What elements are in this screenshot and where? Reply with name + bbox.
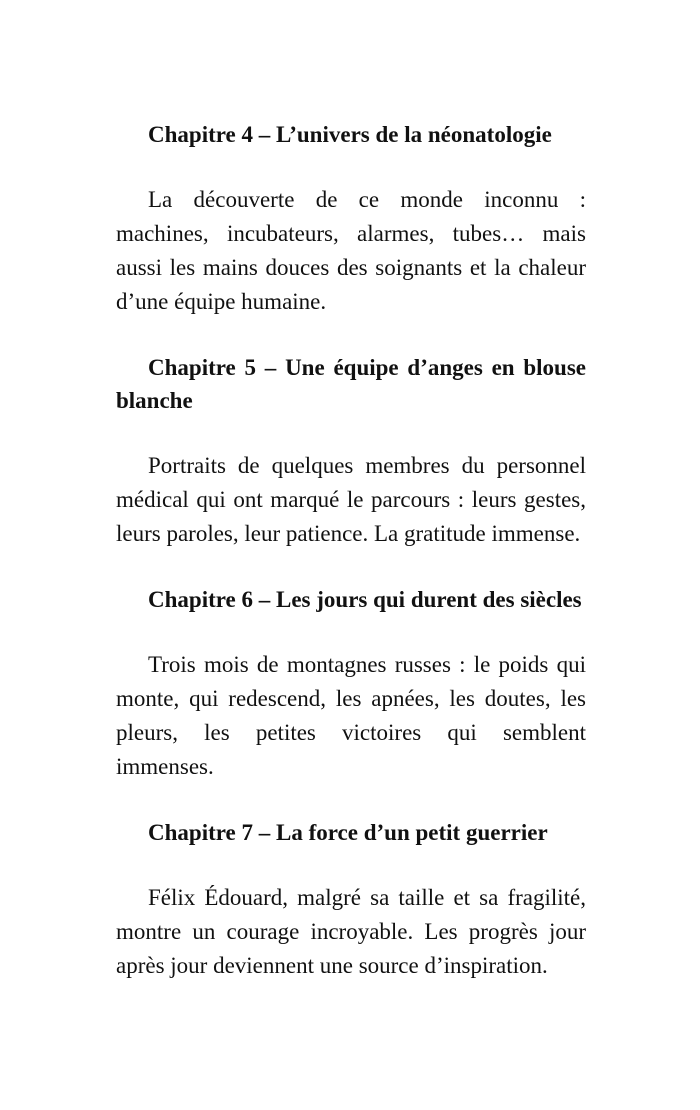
chapter-paragraph: Portraits de quelques membres du personnel médical qui ont marqué le parcours : leurs gestes, leurs paroles, leur patience. La gratitude immense. [116,453,586,546]
chapter-title: Chapitre 6 – Les jours qui durent des siècles [148,587,582,612]
chapter-title: Chapitre 4 – L’univers de la néonatologie [148,122,552,147]
chapter-4 [116,118,586,319]
document-page [116,118,586,1015]
chapter-paragraph: La découverte de ce monde inconnu : machines, incubateurs, alarmes, tubes… mais aussi les mains douces des soignants et la chaleur d’une équipe humaine. [116,187,586,314]
chapter-7 [116,816,586,983]
chapter-title: Chapitre 7 – La force d’un petit guerrier [148,820,548,845]
chapter-title: Chapitre 5 – Une équipe d’anges en blouse blanche [116,355,586,413]
chapter-5 [116,351,586,551]
chapter-6 [116,583,586,784]
chapter-paragraph: Félix Édouard, malgré sa taille et sa fragilité, montre un courage incroyable. Les progrès jour après jour deviennent une source d’inspiration. [116,885,586,978]
chapter-paragraph: Trois mois de montagnes russes : le poids qui monte, qui redescend, les apnées, les doutes, les pleurs, les petites victoires qui semblent immenses. [116,652,586,779]
